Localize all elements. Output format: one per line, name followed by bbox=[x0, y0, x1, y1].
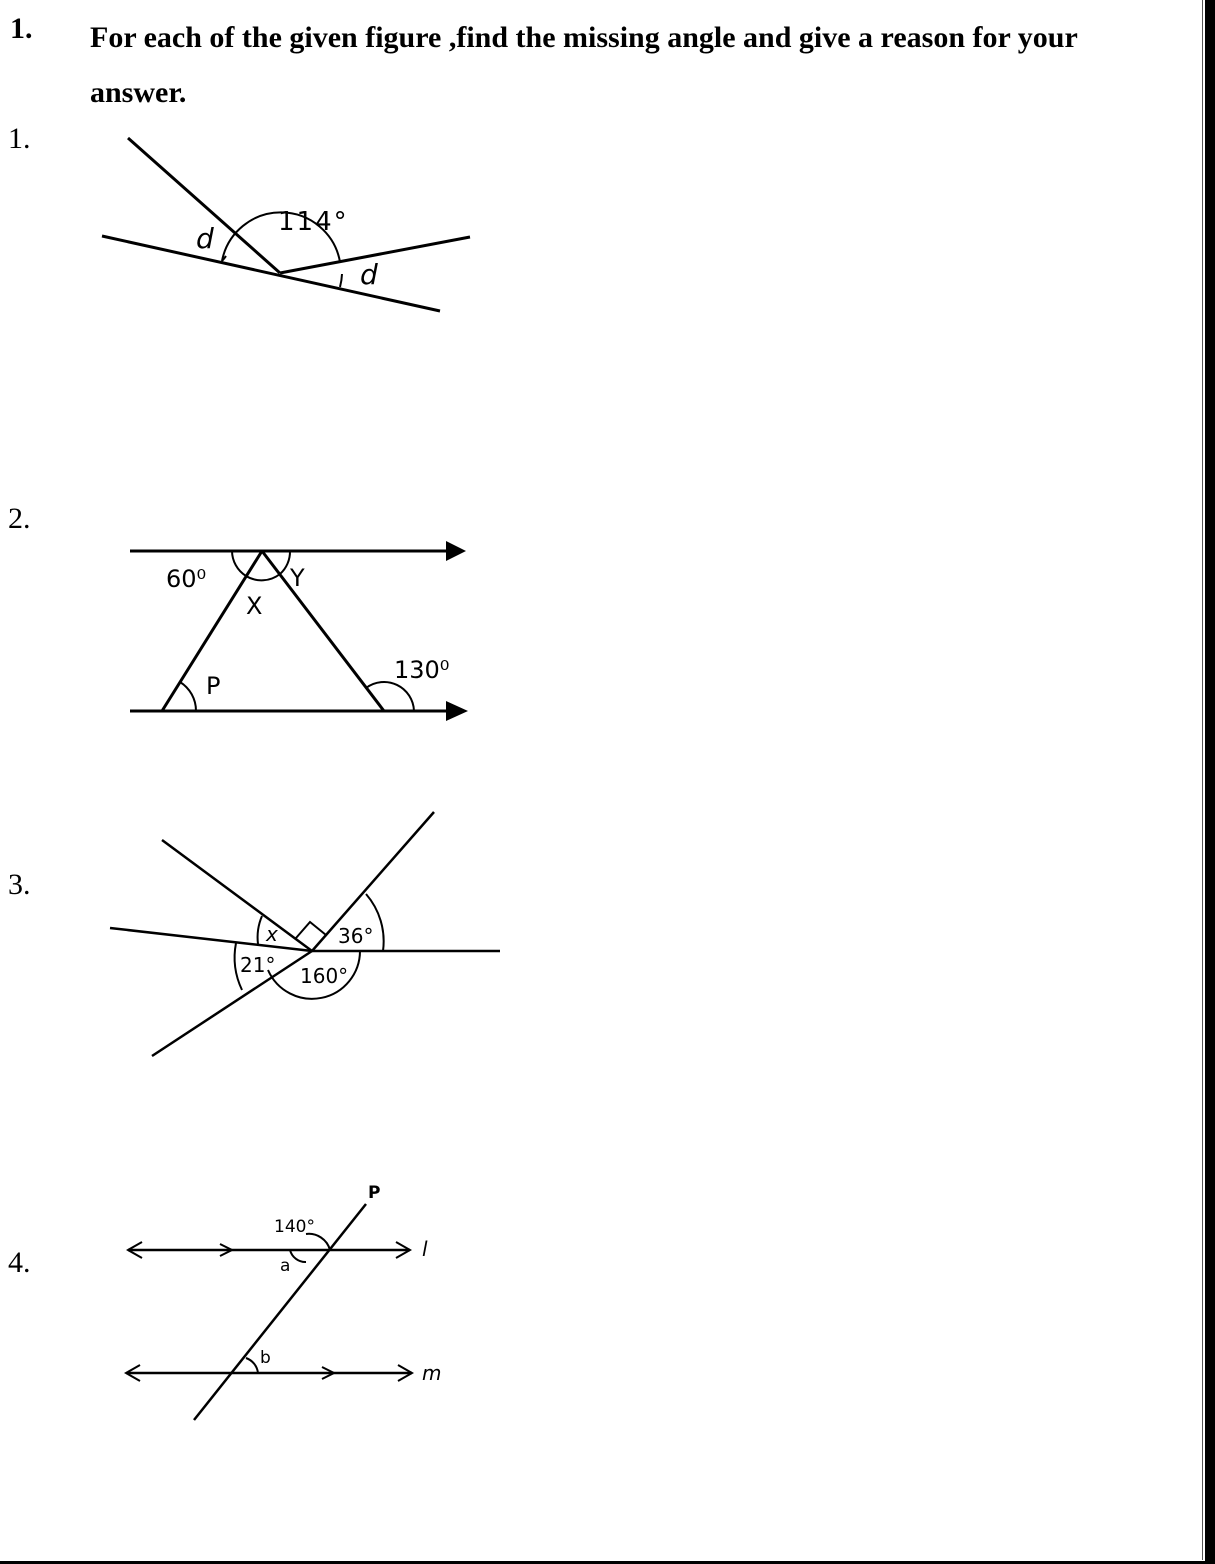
question-text: For each of the given figure ,find the missing angle and give a reason for your answer. bbox=[90, 21, 1078, 109]
item-number-1: 1. bbox=[8, 122, 31, 155]
fig4-arc-a bbox=[290, 1250, 306, 1262]
item-number-2: 2. bbox=[8, 502, 31, 535]
fig3-ray-upper-left bbox=[162, 840, 312, 951]
fig3-arc-x bbox=[258, 916, 262, 944]
fig3-label-21: 21° bbox=[240, 953, 276, 977]
figure-4 bbox=[126, 1183, 441, 1420]
figure-1 bbox=[102, 138, 470, 311]
fig4-label-a: a bbox=[280, 1256, 291, 1276]
item-number-4: 4. bbox=[8, 1246, 31, 1279]
fig2-label-p: P bbox=[206, 672, 221, 700]
fig1-label-d-left: d bbox=[196, 222, 214, 255]
fig2-arc-y bbox=[280, 551, 290, 574]
fig2-arc-60 bbox=[232, 551, 246, 576]
fig3-ray-left bbox=[110, 928, 312, 951]
fig4-label-b: b bbox=[260, 1348, 271, 1368]
fig2-label-130: 130⁰ bbox=[394, 656, 450, 684]
fig3-label-36: 36° bbox=[338, 924, 374, 948]
fig4-label-m: m bbox=[422, 1361, 442, 1385]
fig3-right-angle-mark bbox=[296, 922, 326, 938]
fig2-arrow-bottom bbox=[446, 701, 468, 721]
fig1-label-114: 114° bbox=[278, 207, 349, 237]
fig2-arc-p bbox=[180, 682, 196, 711]
figure-2 bbox=[130, 541, 468, 721]
fig4-arc-b bbox=[246, 1358, 258, 1373]
fig2-label-y: Y bbox=[290, 564, 305, 592]
fig4-label-p: P bbox=[368, 1183, 381, 1203]
fig3-ray-lower-left bbox=[152, 951, 312, 1056]
fig2-arc-x bbox=[246, 574, 280, 580]
fig2-label-x: X bbox=[246, 592, 263, 620]
fig4-label-l: l bbox=[422, 1237, 428, 1261]
fig1-arc-right-d bbox=[340, 274, 342, 287]
item-number-3: 3. bbox=[8, 868, 31, 901]
fig2-label-60: 60⁰ bbox=[166, 565, 207, 593]
figure-3 bbox=[110, 812, 500, 1056]
fig3-label-x: x bbox=[266, 922, 278, 946]
question-number: 1. bbox=[10, 12, 33, 45]
fig1-label-d-right: d bbox=[360, 258, 378, 291]
fig2-arrow-top bbox=[446, 541, 466, 561]
fig1-line-transversal bbox=[102, 236, 440, 311]
fig3-label-160: 160° bbox=[300, 964, 349, 988]
fig4-label-140: 140° bbox=[274, 1217, 315, 1237]
